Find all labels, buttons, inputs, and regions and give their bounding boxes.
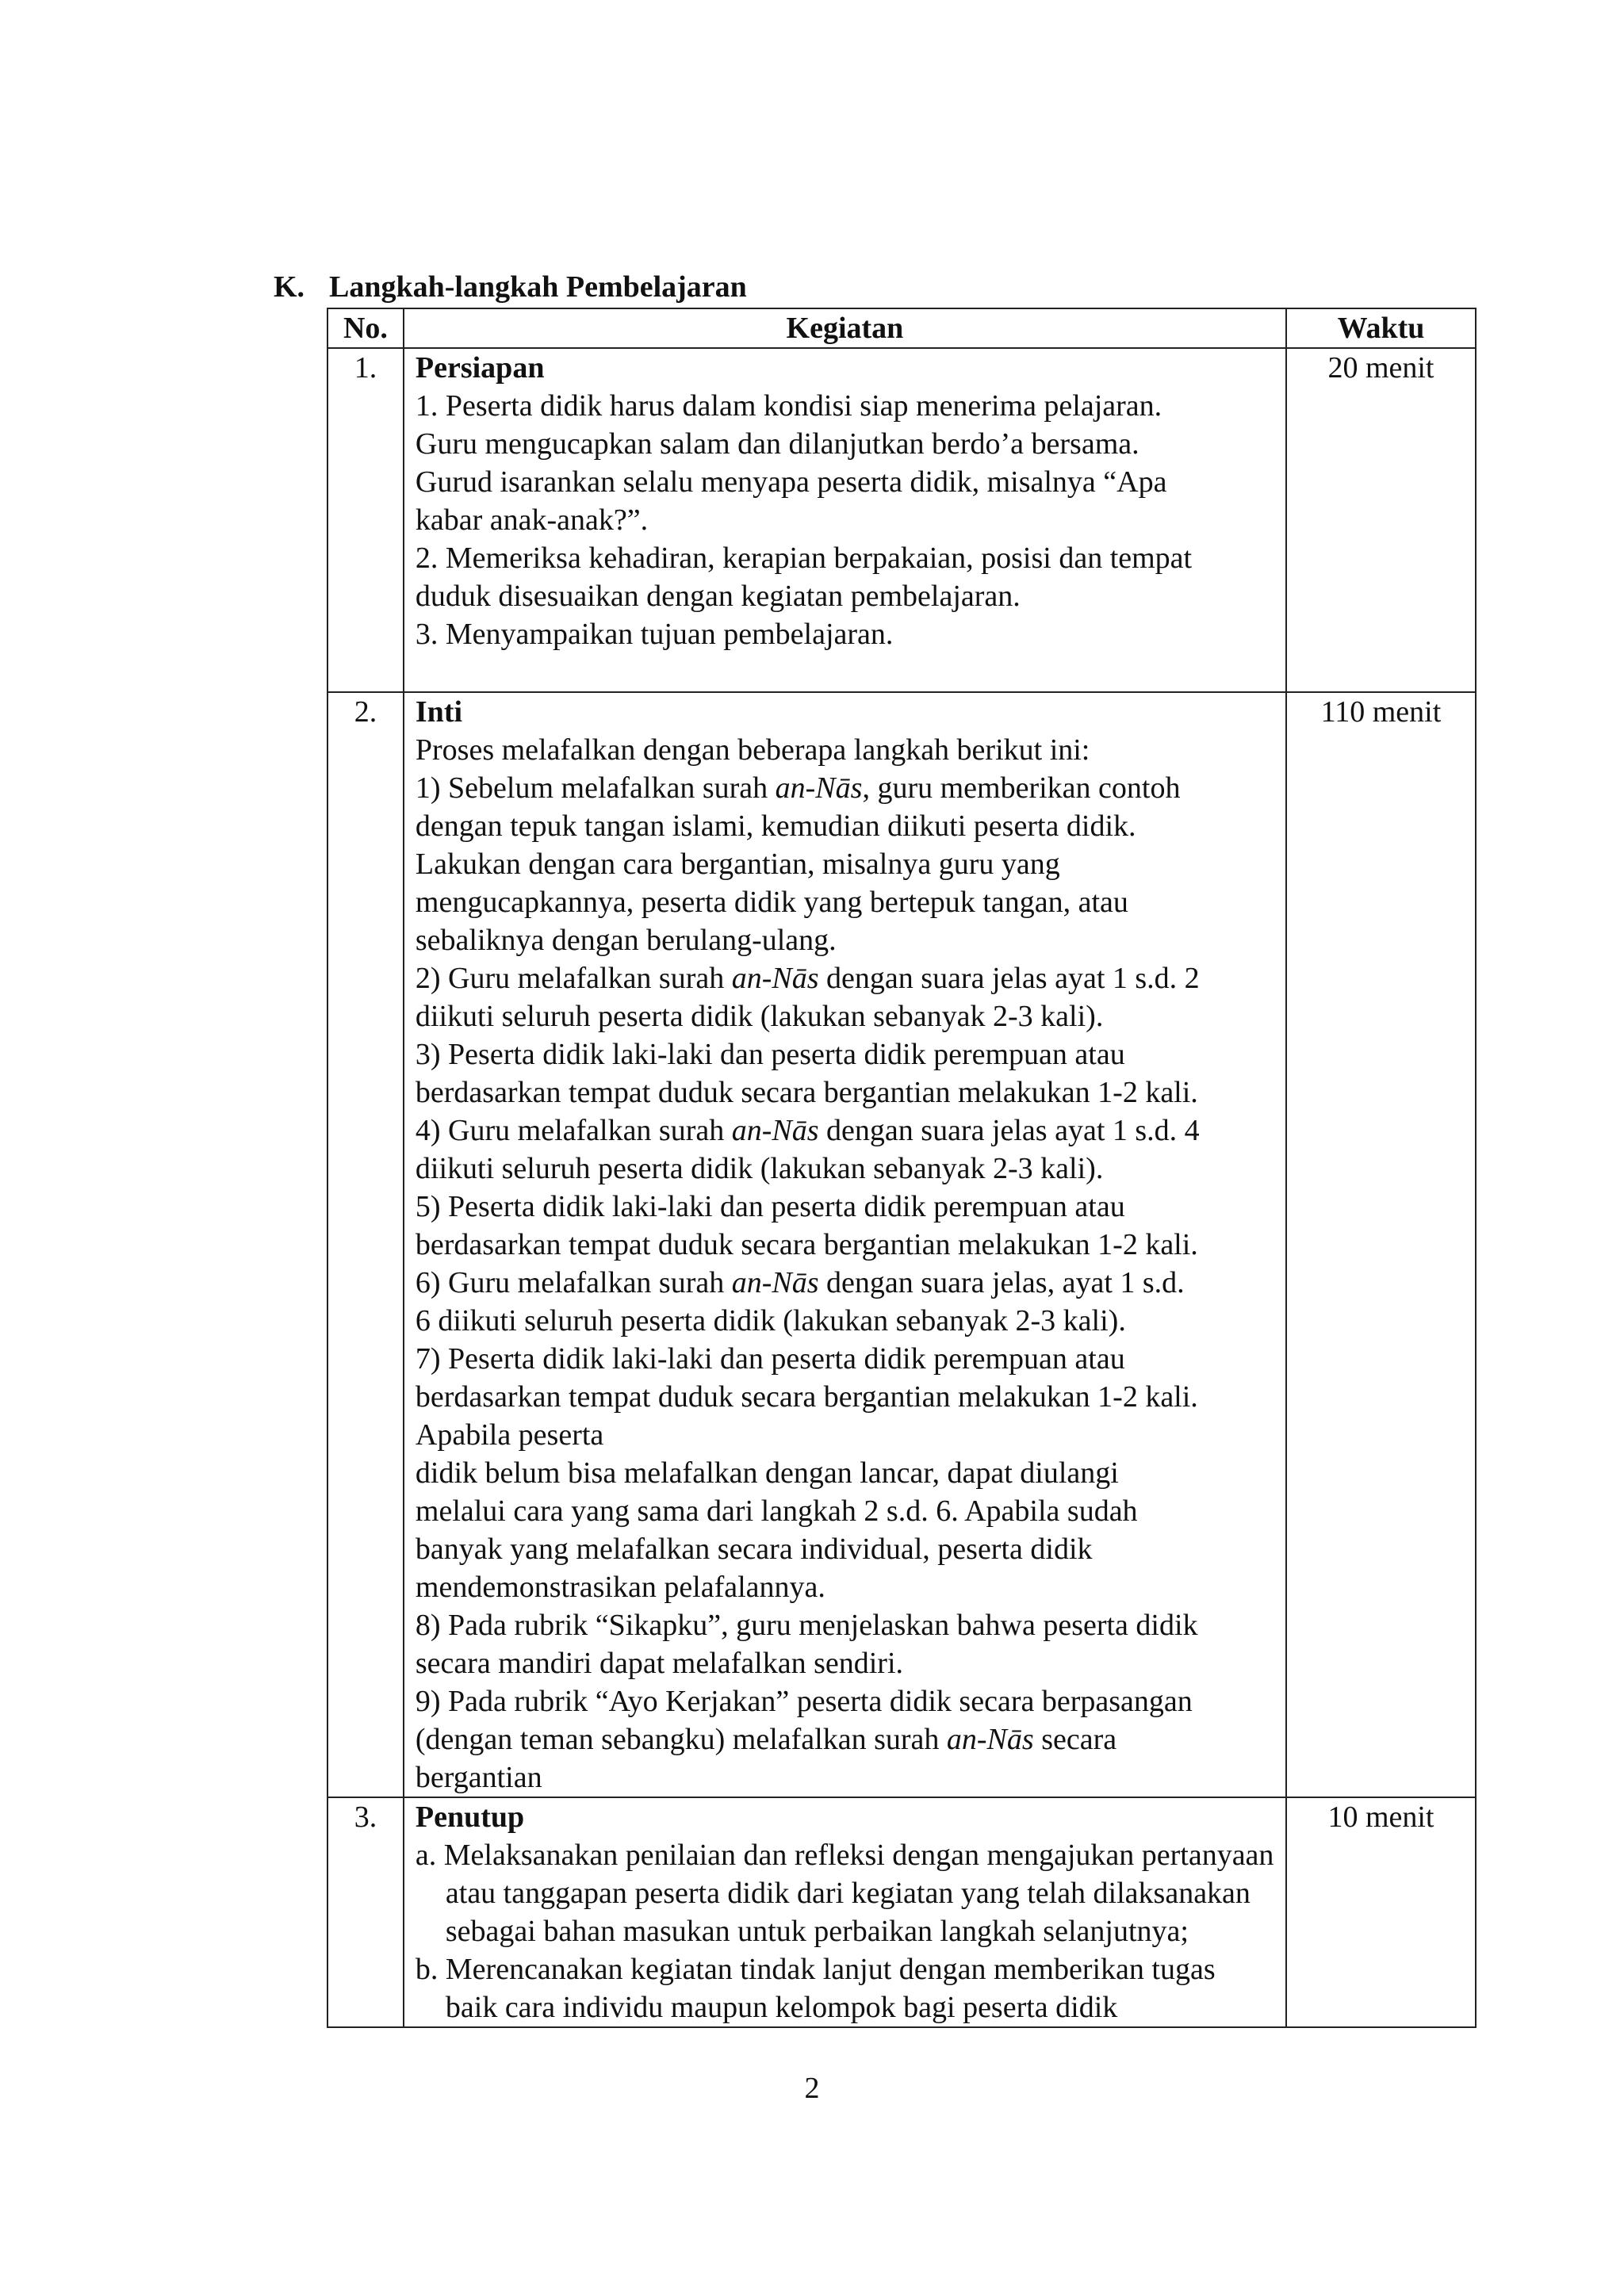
activity-line: 2) Guru melafalkan surah an-Nās dengan suara jelas ayat 1 s.d. 2	[415, 962, 1200, 995]
activity-line: 4) Guru melafalkan surah an-Nās dengan suara jelas ayat 1 s.d. 4	[415, 1114, 1200, 1147]
row-activity	[404, 692, 1286, 1797]
page-number: 2	[804, 2072, 820, 2105]
activity-line: dengan tepuk tangan islami, kemudian diikuti peserta didik.	[415, 809, 1136, 843]
activity-line: 5) Peserta didik laki-laki dan peserta didik perempuan atau	[415, 1190, 1125, 1223]
activity-line: Gurud isarankan selalu menyapa peserta didik, misalnya “Apa	[415, 465, 1167, 499]
activity-line: 1. Peserta didik harus dalam kondisi siap menerima pelajaran.	[415, 389, 1162, 423]
header-activity: Kegiatan	[404, 308, 1286, 348]
table-row-persiapan	[327, 348, 1476, 692]
activity-line: Lakukan dengan cara bergantian, misalnya guru yang	[415, 848, 1060, 881]
activity-line: 6 diikuti seluruh peserta didik (lakukan sebanyak 2-3 kali).	[415, 1304, 1126, 1337]
row-time: 10 menit	[1286, 1797, 1476, 2027]
activity-line: secara mandiri dapat melafalkan sendiri.	[415, 1647, 903, 1680]
row-title: Inti	[415, 695, 463, 729]
activity-line: bergantian	[415, 1761, 542, 1794]
activity-line: Apabila peserta	[415, 1418, 604, 1452]
header-no: No.	[327, 308, 404, 348]
closing-item: a. Melaksanakan penilaian dan refleksi dengan mengajukan pertanyaan atau tanggapan peserta didik dari kegiatan yang telah dilaksanakan sebagai bahan masukan untuk perbaikan langkah selanjutnya;	[415, 1839, 1274, 1948]
activity-line: 7) Peserta didik laki-laki dan peserta didik perempuan atau	[415, 1342, 1125, 1376]
table-row-inti	[327, 692, 1476, 1797]
header-time: Waktu	[1286, 308, 1476, 348]
row-activity	[404, 1797, 1286, 2027]
activity-line: diikuti seluruh peserta didik (lakukan sebanyak 2-3 kali).	[415, 1152, 1104, 1185]
row-number: 3.	[327, 1797, 404, 2027]
activity-line: banyak yang melafalkan secara individual, peserta didik	[415, 1533, 1093, 1566]
activity-line: 3) Peserta didik laki-laki dan peserta didik perempuan atau	[415, 1038, 1125, 1071]
activity-line: 1) Sebelum melafalkan surah an-Nās, guru memberikan contoh	[415, 771, 1181, 805]
activity-line: berdasarkan tempat duduk secara bergantian melakukan 1-2 kali.	[415, 1228, 1198, 1261]
section-heading	[274, 270, 747, 304]
activity-line: duduk disesuaikan dengan kegiatan pembelajaran.	[415, 580, 1021, 613]
row-number: 2.	[327, 692, 404, 1797]
row-activity	[404, 348, 1286, 692]
activity-line: 8) Pada rubrik “Sikapku”, guru menjelaskan bahwa peserta didik	[415, 1609, 1198, 1642]
row-number: 1.	[327, 348, 404, 692]
row-time: 110 menit	[1286, 692, 1476, 1797]
learning-steps-table	[327, 308, 1477, 2028]
activity-line: kabar anak-anak?”.	[415, 503, 649, 537]
section-title: Langkah-langkah Pembelajaran	[329, 270, 747, 304]
activity-line: Guru mengucapkan salam dan dilanjutkan berdo’a bersama.	[415, 427, 1139, 461]
activity-line: 2. Memeriksa kehadiran, kerapian berpakaian, posisi dan tempat	[415, 541, 1193, 575]
closing-item: b. Merencanakan kegiatan tindak lanjut dengan memberikan tugas baik cara individu maupun kelompok bagi peserta didik	[415, 1953, 1216, 2024]
activity-line: diikuti seluruh peserta didik (lakukan sebanyak 2-3 kali).	[415, 1000, 1104, 1033]
section-letter: K.	[274, 270, 305, 304]
row-time: 20 menit	[1286, 348, 1476, 692]
activity-line: sebaliknya dengan berulang-ulang.	[415, 924, 837, 957]
table-row-penutup	[327, 1797, 1476, 2027]
activity-line: didik belum bisa melafalkan dengan lancar, dapat diulangi	[415, 1456, 1119, 1490]
activity-line: berdasarkan tempat duduk secara bergantian melakukan 1-2 kali.	[415, 1380, 1198, 1414]
row-spacer	[416, 653, 1274, 691]
activity-line: mendemonstrasikan pelafalannya.	[415, 1571, 825, 1604]
activity-line: (dengan teman sebangku) melafalkan surah an-Nās secara	[415, 1723, 1117, 1756]
table-header-row	[327, 308, 1476, 348]
activity-line: 9) Pada rubrik “Ayo Kerjakan” peserta didik secara berpasangan	[415, 1685, 1193, 1718]
activity-line: 6) Guru melafalkan surah an-Nās dengan suara jelas, ayat 1 s.d.	[415, 1266, 1185, 1299]
row-title: Penutup	[415, 1800, 525, 1834]
activity-line: berdasarkan tempat duduk secara bergantian melakukan 1-2 kali.	[415, 1076, 1198, 1109]
activity-line: melalui cara yang sama dari langkah 2 s.d. 6. Apabila sudah	[415, 1494, 1138, 1528]
activity-line: mengucapkannya, peserta didik yang bertepuk tangan, atau	[415, 886, 1128, 919]
activity-line: Proses melafalkan dengan beberapa langkah berikut ini:	[415, 733, 1090, 767]
row-title: Persiapan	[415, 351, 545, 385]
activity-line: 3. Menyampaikan tujuan pembelajaran.	[415, 618, 894, 651]
